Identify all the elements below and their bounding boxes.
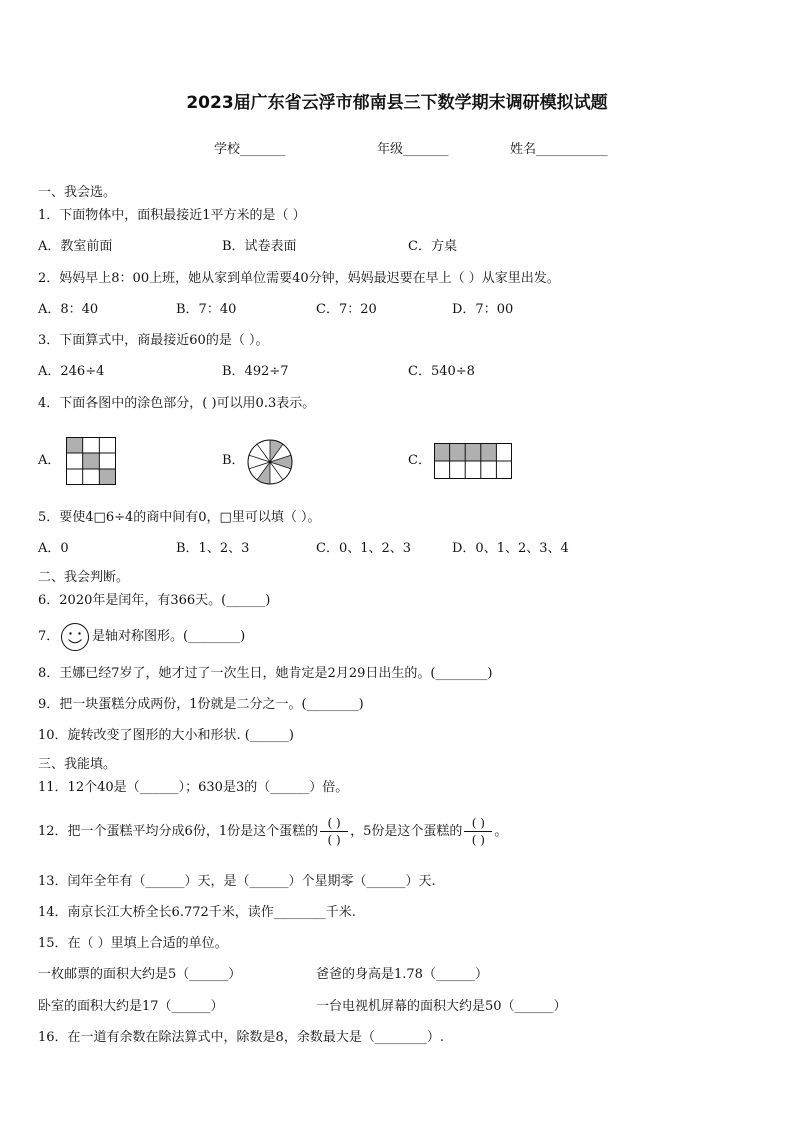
- fraction-blank-1: $\frac{( )}{( )}$: [320, 816, 348, 847]
- question-11: 11．12个40是（______）；630是3的（______）倍。: [38, 780, 349, 795]
- question-13: 13．闰年全年有（______）天，是（______）个星期零（______）天.: [38, 874, 436, 889]
- q1-option-b: B．试卷表面: [222, 239, 297, 254]
- q15-item-tv-screen: 一台电视机屏幕的面积大约是50（______）: [316, 999, 567, 1014]
- fraction-blank-2: $\frac{( )}{( )}$: [464, 816, 492, 847]
- q4-option-a: A．: [38, 453, 61, 468]
- q5-option-b: B．1、2、3: [176, 541, 250, 556]
- question-7-number: 7．: [38, 629, 60, 644]
- question-16: 16．在一道有余数在除法算式中，除数是8，余数最大是（________）.: [38, 1030, 444, 1045]
- q3-option-a: A．246÷4: [38, 364, 105, 379]
- question-15: 15．在（ ）里填上合适的单位。: [38, 936, 228, 951]
- q4-option-b: B．: [222, 453, 245, 468]
- q5-option-c: C．0、1、2、3: [316, 541, 412, 556]
- q4-figure-a-grid: [66, 437, 116, 485]
- q15-item-bedroom: 卧室的面积大约是17（______）: [38, 999, 224, 1014]
- question-14: 14．南京长江大桥全长6.772千米，读作________千米.: [38, 905, 356, 920]
- section-2-heading: 二、我会判断。: [38, 570, 130, 585]
- question-1: 1．下面物体中，面积最接近1平方米的是（ ）: [38, 208, 306, 223]
- q5-option-a: A．0: [38, 541, 69, 556]
- question-2: 2．妈妈早上8：00上班，她从家到单位需要40分钟，妈妈最迟要在早上（ ）从家里出发。: [38, 271, 560, 286]
- school-field: 学校_______: [214, 142, 286, 157]
- q2-option-a: A．8：40: [38, 302, 99, 317]
- question-6: 6．2020年是闰年，有366天。(______): [38, 593, 271, 608]
- q3-option-c: C．540÷8: [408, 364, 475, 379]
- question-7-text: 是轴对称图形。(________): [92, 629, 246, 644]
- q4-figure-b-circle: [246, 438, 294, 486]
- question-10: 10．旋转改变了图形的大小和形状. (______): [38, 728, 294, 743]
- question-3: 3．下面算式中，商最接近60的是（ ）。: [38, 333, 269, 348]
- q2-option-b: B．7：40: [176, 302, 237, 317]
- question-4: 4．下面各图中的涂色部分，( )可以用0.3表示。: [38, 396, 316, 411]
- q15-item-height: 爸爸的身高是1.78（______）: [316, 967, 488, 982]
- page-title: 2023届广东省云浮市郁南县三下数学期末调研模拟试题: [186, 93, 608, 113]
- q4-figure-c-grid: [434, 443, 512, 479]
- smiley-face-icon: [60, 622, 90, 652]
- question-9: 9．把一块蛋糕分成两份，1份就是二分之一。(________): [38, 697, 364, 712]
- question-12-part-3: 。: [494, 823, 508, 839]
- question-8: 8．王娜已经7岁了，她才过了一次生日，她肯定是2月29日出生的。(________): [38, 666, 493, 681]
- q1-option-a: A．教室前面: [38, 239, 113, 254]
- question-12-part-1: 12．把一个蛋糕平均分成6份，1份是这个蛋糕的: [38, 823, 319, 839]
- q3-option-b: B．492÷7: [222, 364, 289, 379]
- question-12: [38, 816, 507, 847]
- q2-option-c: C．7：20: [316, 302, 377, 317]
- question-12-part-2: ，5份是这个蛋糕的: [350, 823, 463, 839]
- question-5: 5．要使4□6÷4的商中间有0，□里可以填（ ）。: [38, 510, 321, 525]
- section-1-heading: 一、我会选。: [38, 185, 117, 200]
- q4-option-c: C．: [408, 453, 431, 468]
- q15-item-stamp: 一枚邮票的面积大约是5（______）: [38, 967, 242, 982]
- q5-option-d: D．0、1、2、3、4: [452, 541, 569, 556]
- section-3-heading: 三、我能填。: [38, 757, 117, 772]
- name-field: 姓名___________: [510, 142, 608, 157]
- grade-field: 年级_______: [377, 142, 449, 157]
- q1-option-c: C．方桌: [408, 239, 457, 254]
- q2-option-d: D．7：00: [452, 302, 514, 317]
